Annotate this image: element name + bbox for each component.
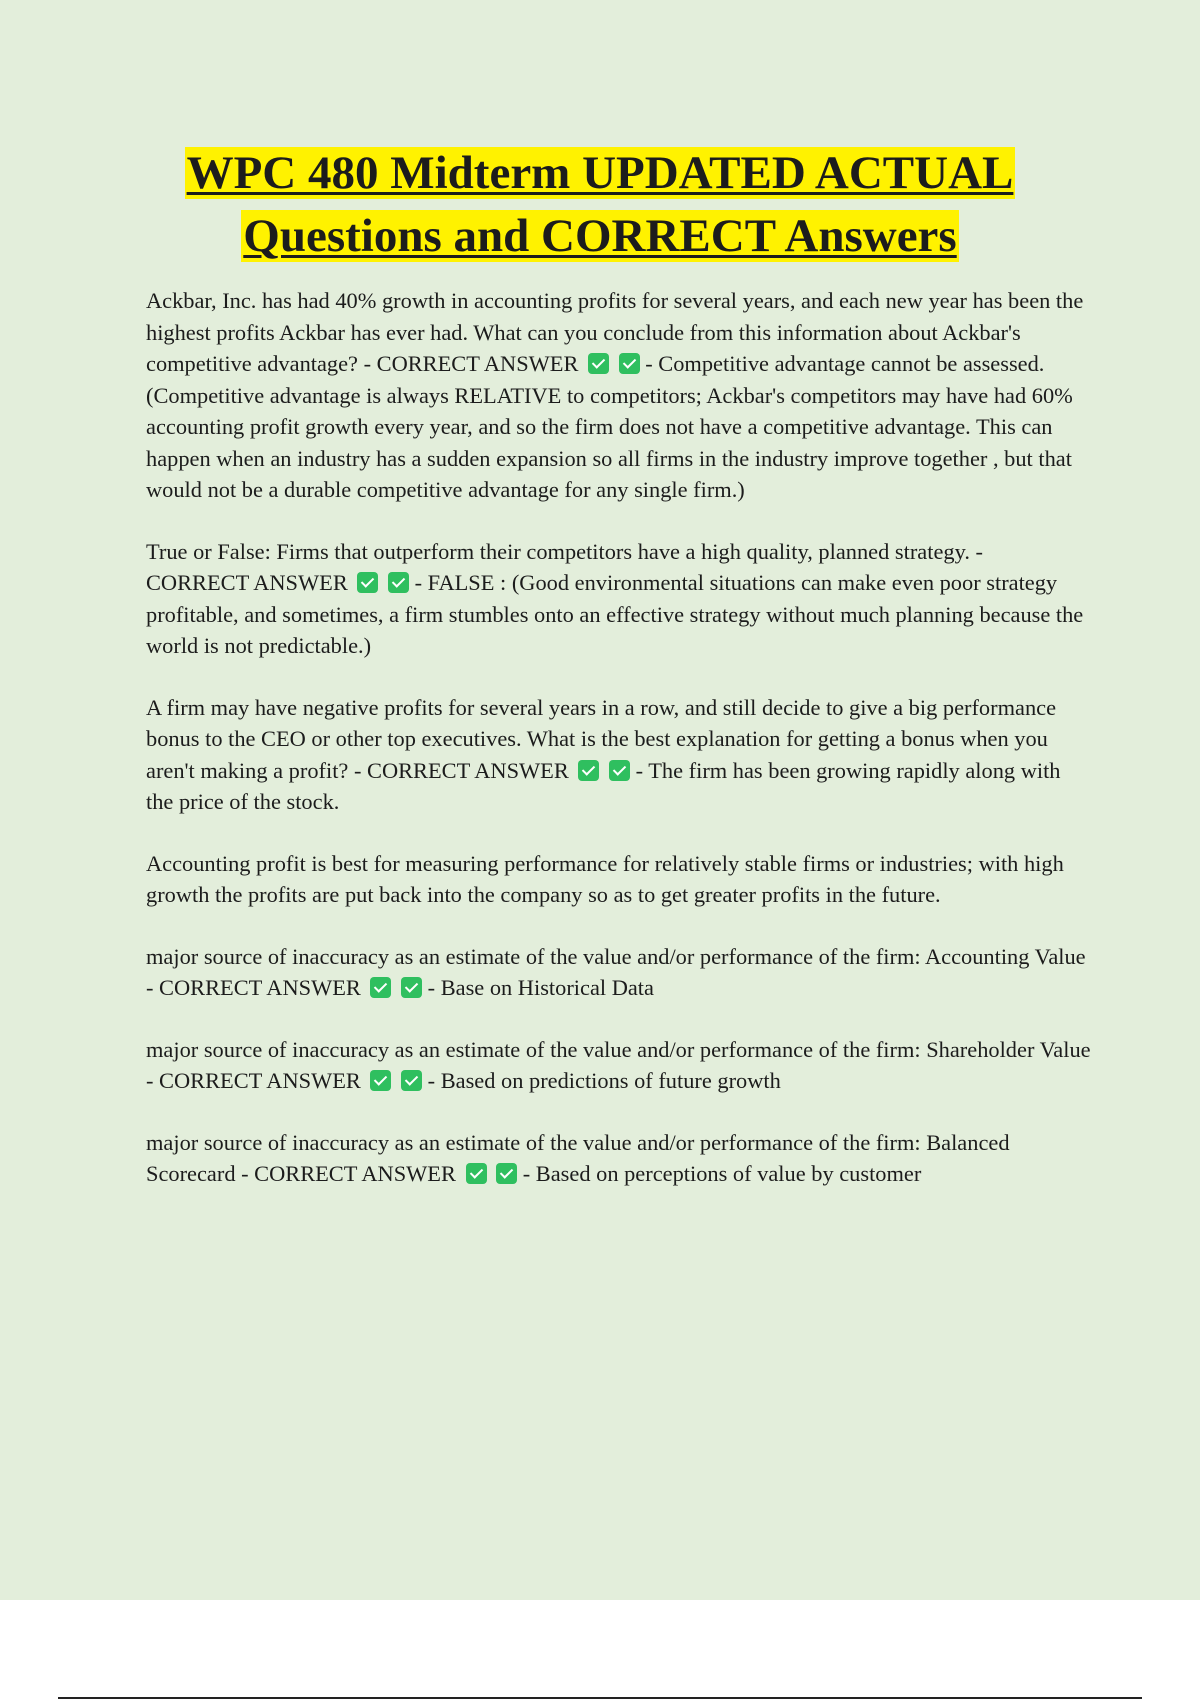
question-text: major source of inaccuracy as an estimate of the value and/or performance of the firm: Shareholder Value - CORRECT ANSWER — [146, 1036, 1091, 1093]
question-text: major source of inaccuracy as an estimate of the value and/or performance of the firm: Accounting Value - CORRECT ANSWER — [146, 943, 1086, 1000]
check-mark-icon — [496, 1163, 517, 1184]
check-mark-icon — [466, 1163, 487, 1184]
title-line-1: WPC 480 Midterm UPDATED ACTUAL — [186, 147, 1014, 199]
check-mark-icon — [357, 572, 378, 593]
answer-text: - Based on predictions of future growth — [427, 1068, 781, 1093]
qa-entry — [146, 941, 1091, 1004]
answer-text: - FALSE : (Good environmental situations can make even poor strategy profitable, and sometimes, a firm stumbles onto an effective strategy without much planning because the world is not predictable.) — [146, 570, 1084, 658]
note-text: Accounting profit is best for measuring performance for relatively stable firms or industries; with high growth the profits are put back into the company so as to get greater profits in the future. — [146, 850, 1064, 907]
qa-entry — [146, 1127, 1091, 1190]
check-mark-icon — [388, 572, 409, 593]
check-mark-icon — [370, 977, 391, 998]
qa-entry — [146, 692, 1091, 818]
page-bottom-rule — [58, 1697, 1142, 1699]
qa-entry — [146, 1034, 1091, 1097]
qa-entry — [146, 285, 1091, 506]
check-mark-icon — [578, 760, 599, 781]
question-text: A firm may have negative profits for several years in a row, and still decide to give a big performance bonus to the CEO or other top executives. What is the best explanation for getting a bonus when you aren't making a profit? - CORRECT ANSWER — [146, 694, 1057, 783]
question-text: major source of inaccuracy as an estimate of the value and/or performance of the firm: Balanced Scorecard - CORRECT ANSWER — [146, 1129, 1010, 1186]
note-entry — [146, 848, 1091, 911]
answer-text: - The firm has been growing rapidly along with the price of the stock. — [146, 757, 1061, 814]
check-mark-icon — [370, 1070, 391, 1091]
check-mark-icon — [401, 977, 422, 998]
question-text: Ackbar, Inc. has had 40% growth in accounting profits for several years, and each new year has been the highest profits Ackbar has ever had. What can you conclude from this information about Ackbar's competitive advantage? - CORRECT ANSWER — [146, 288, 1084, 376]
answer-text: - Competitive advantage cannot be assessed. (Competitive advantage is always RELATIVE to competitors; Ackbar's competitors may have had 60% accounting profit growth every year, and so the firm does not have a competitive advantage. This can happen when an industry has a sudden expansion so all firms in the industry improve together , but that would not be a durable competitive advantage for any single firm.) — [146, 351, 1073, 502]
check-mark-icon — [588, 353, 609, 374]
check-mark-icon — [401, 1070, 422, 1091]
question-text: True or False: Firms that outperform their competitors have a high quality, planned strategy. - CORRECT ANSWER — [146, 538, 983, 595]
answer-text: - Base on Historical Data — [427, 975, 654, 1000]
title-line-2: Questions and CORRECT Answers — [243, 210, 957, 262]
answer-text: - Based on perceptions of value by customer — [522, 1161, 922, 1186]
check-mark-icon — [619, 353, 640, 374]
document-title — [0, 142, 1200, 268]
qa-list — [146, 285, 1091, 1190]
check-mark-icon — [609, 760, 630, 781]
qa-entry — [146, 536, 1091, 662]
